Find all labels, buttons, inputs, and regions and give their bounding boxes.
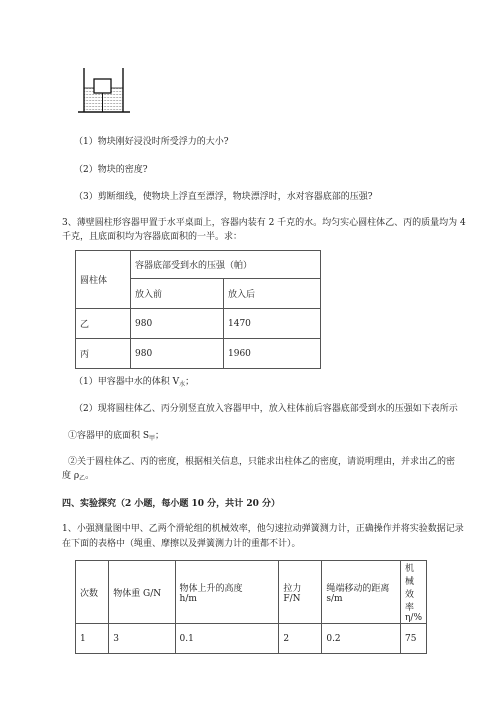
table-header-trial: 次数 xyxy=(76,561,109,624)
table-row xyxy=(76,309,321,339)
table-header-height-label: 物体上升的高度 xyxy=(179,583,243,594)
table-cell: 1 xyxy=(76,624,109,654)
table-header-height-unit: h/m xyxy=(179,593,197,604)
question-4-1-line-1: 1、小强测量图中甲、乙两个滑轮组的机械效率，他匀速拉动弹簧测力计，正确操作并将实验数据记录 xyxy=(62,524,464,534)
table-cell: 1470 xyxy=(224,309,321,339)
table-row xyxy=(76,624,427,654)
pulley-data-table xyxy=(75,560,427,654)
table-cell: 乙 xyxy=(76,309,131,339)
table-cell: 980 xyxy=(131,339,224,369)
table-cell: 2 xyxy=(279,624,322,654)
sub-item-a-text: ①容器甲的底面积 S xyxy=(68,431,150,441)
subscript-jia: 甲 xyxy=(149,435,156,442)
table-cell: 1960 xyxy=(224,339,321,369)
table-header-before: 放入前 xyxy=(131,279,224,309)
table-header-height xyxy=(175,561,279,624)
sub-item-b-line-2-text: 度 ρ xyxy=(62,471,80,481)
table-header-pressure: 容器底部受到水的压强（帕） xyxy=(131,251,321,279)
question-3-line-2: 千克，且底面积均为容器底面积的一半。求： xyxy=(62,232,243,242)
section-4-heading: 四、实验探究（2 小题，每小题 10 分，共计 20 分） xyxy=(62,499,280,509)
table-header-weight: 物体重 G/N xyxy=(109,561,175,624)
pressure-table xyxy=(75,250,321,369)
question-4-1-line-2: 在下面的表格中（绳重、摩擦以及弹簧测力计的重都不计）。 xyxy=(62,539,301,549)
sub-item-a xyxy=(68,430,164,445)
table-header-after: 放入后 xyxy=(224,279,321,309)
sub-question-1-end: ； xyxy=(185,377,195,387)
table-cell: 丙 xyxy=(76,339,131,369)
table-row xyxy=(76,339,321,369)
question-item-3: （3）剪断细线，使物块上浮直至漂浮，物块漂浮时，水对容器底部的压强? xyxy=(74,192,373,202)
table-header-efficiency: 机械效率 η/% xyxy=(401,561,427,624)
question-3-line-1: 3、薄壁圆柱形容器甲置于水平桌面上，容器内装有 2 千克的水。均匀实心圆柱体乙、丙的质量均为 4 xyxy=(62,218,466,228)
sub-item-b-line-1: ②关于圆柱体乙、丙的密度，根据相关信息，只能求出柱体乙的密度，请说明理由，并求出乙的密 xyxy=(68,457,456,467)
table-cell: 980 xyxy=(131,309,224,339)
sub-question-2: （2）现将圆柱体乙、丙分别竖直放入容器甲中，放入柱体前后容器底部受到水的压强如下表所示 xyxy=(74,404,458,414)
table-cell: 0.2 xyxy=(322,624,401,654)
subscript-water: 水 xyxy=(179,381,186,388)
sub-question-1-text: （1）甲容器中水的体积 V xyxy=(74,377,180,387)
table-cell: 0.1 xyxy=(175,624,279,654)
sub-question-1 xyxy=(74,376,194,391)
table-header-force: 拉力 F/N xyxy=(279,561,322,624)
table-cell: 75 xyxy=(401,624,427,654)
question-item-1: （1）物块刚好浸没时所受浮力的大小? xyxy=(74,137,229,147)
sub-item-b-line-2 xyxy=(62,470,94,485)
table-header-cylinder: 圆柱体 xyxy=(76,251,131,309)
question-item-2: （2）物块的密度? xyxy=(74,165,148,175)
container-figure-image xyxy=(72,66,136,116)
sub-item-b-line-2-end: 。 xyxy=(85,471,95,481)
table-header-distance xyxy=(322,561,401,624)
sub-item-a-end: ； xyxy=(155,431,165,441)
table-header-distance-unit: s/m xyxy=(326,593,343,604)
table-header-distance-label: 绳端移动的距离 xyxy=(326,583,390,594)
subscript-yi: 乙 xyxy=(79,475,86,482)
table-cell: 3 xyxy=(109,624,175,654)
